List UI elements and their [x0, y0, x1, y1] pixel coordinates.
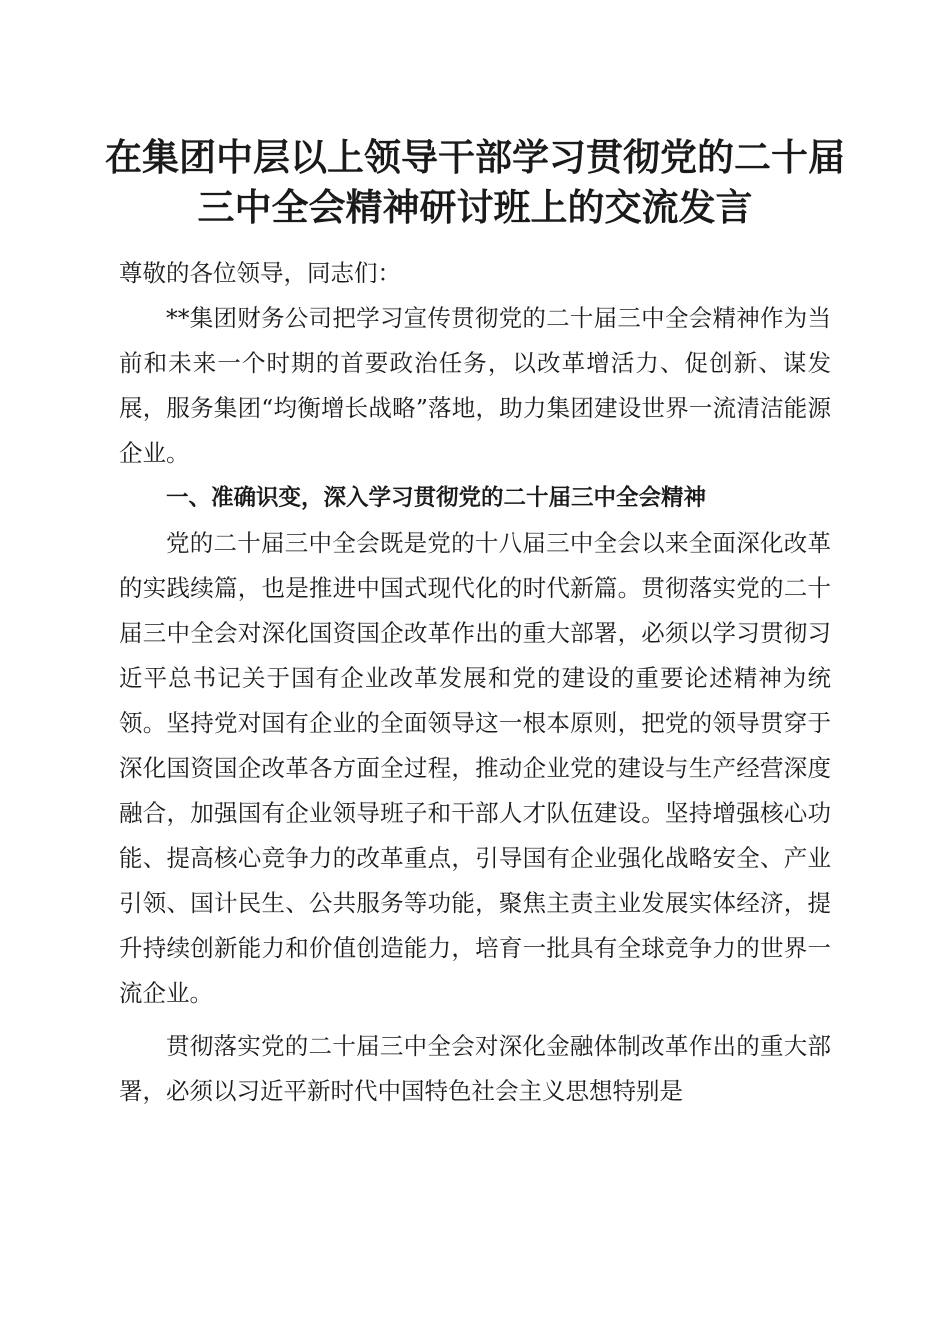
document-title	[60, 132, 890, 232]
section-heading-1: 一、准确识变，深入学习贯彻党的二十届三中全会精神	[166, 485, 707, 511]
document-body	[119, 251, 831, 1114]
salutation: 尊敬的各位领导，同志们：	[119, 259, 401, 287]
paragraph-section-2: 贯彻落实党的二十届三中全会对深化金融体制改革作出的重大部署，必须以习近平新时代中国特色社会主义思想特别是	[119, 1032, 831, 1105]
title-line-2: 三中全会精神研讨班上的交流发言	[197, 185, 753, 229]
title-line-1: 在集团中层以上领导干部学习贯彻党的二十届	[105, 135, 845, 179]
paragraph-section-1: 党的二十届三中全会既是党的十八届三中全会以来全面深化改革的实践续篇，也是推进中国式现代化的时代新篇。贯彻落实党的二十届三中全会对深化国资国企改革作出的重大部署，必须以学习贯彻习近平总书记关于国有企业改革发展和党的建设的重要论述精神为统领。坚持党对国有企业的全面领导这一根本原则，把党的领导贯穿于深化国资国企改革各方面全过程，推动企业党的建设与生产经营深度融合，加强国有企业领导班子和干部人才队伍建设。坚持增强核心功能、提高核心竞争力的改革重点，引导国有企业强化战略安全、产业引领、国计民生、公共服务等功能，聚焦主责主业发展实体经济，提升持续创新能力和价值创造能力，培育一批具有全球竞争力的世界一流企业。	[119, 529, 831, 1007]
paragraph-intro: **集团财务公司把学习宣传贯彻党的二十届三中全会精神作为当前和未来一个时期的首要政治任务，以改革增活力、促创新、谋发展，服务集团“均衡增长战略”落地，助力集团建设世界一流清洁能源企业。	[119, 304, 831, 467]
